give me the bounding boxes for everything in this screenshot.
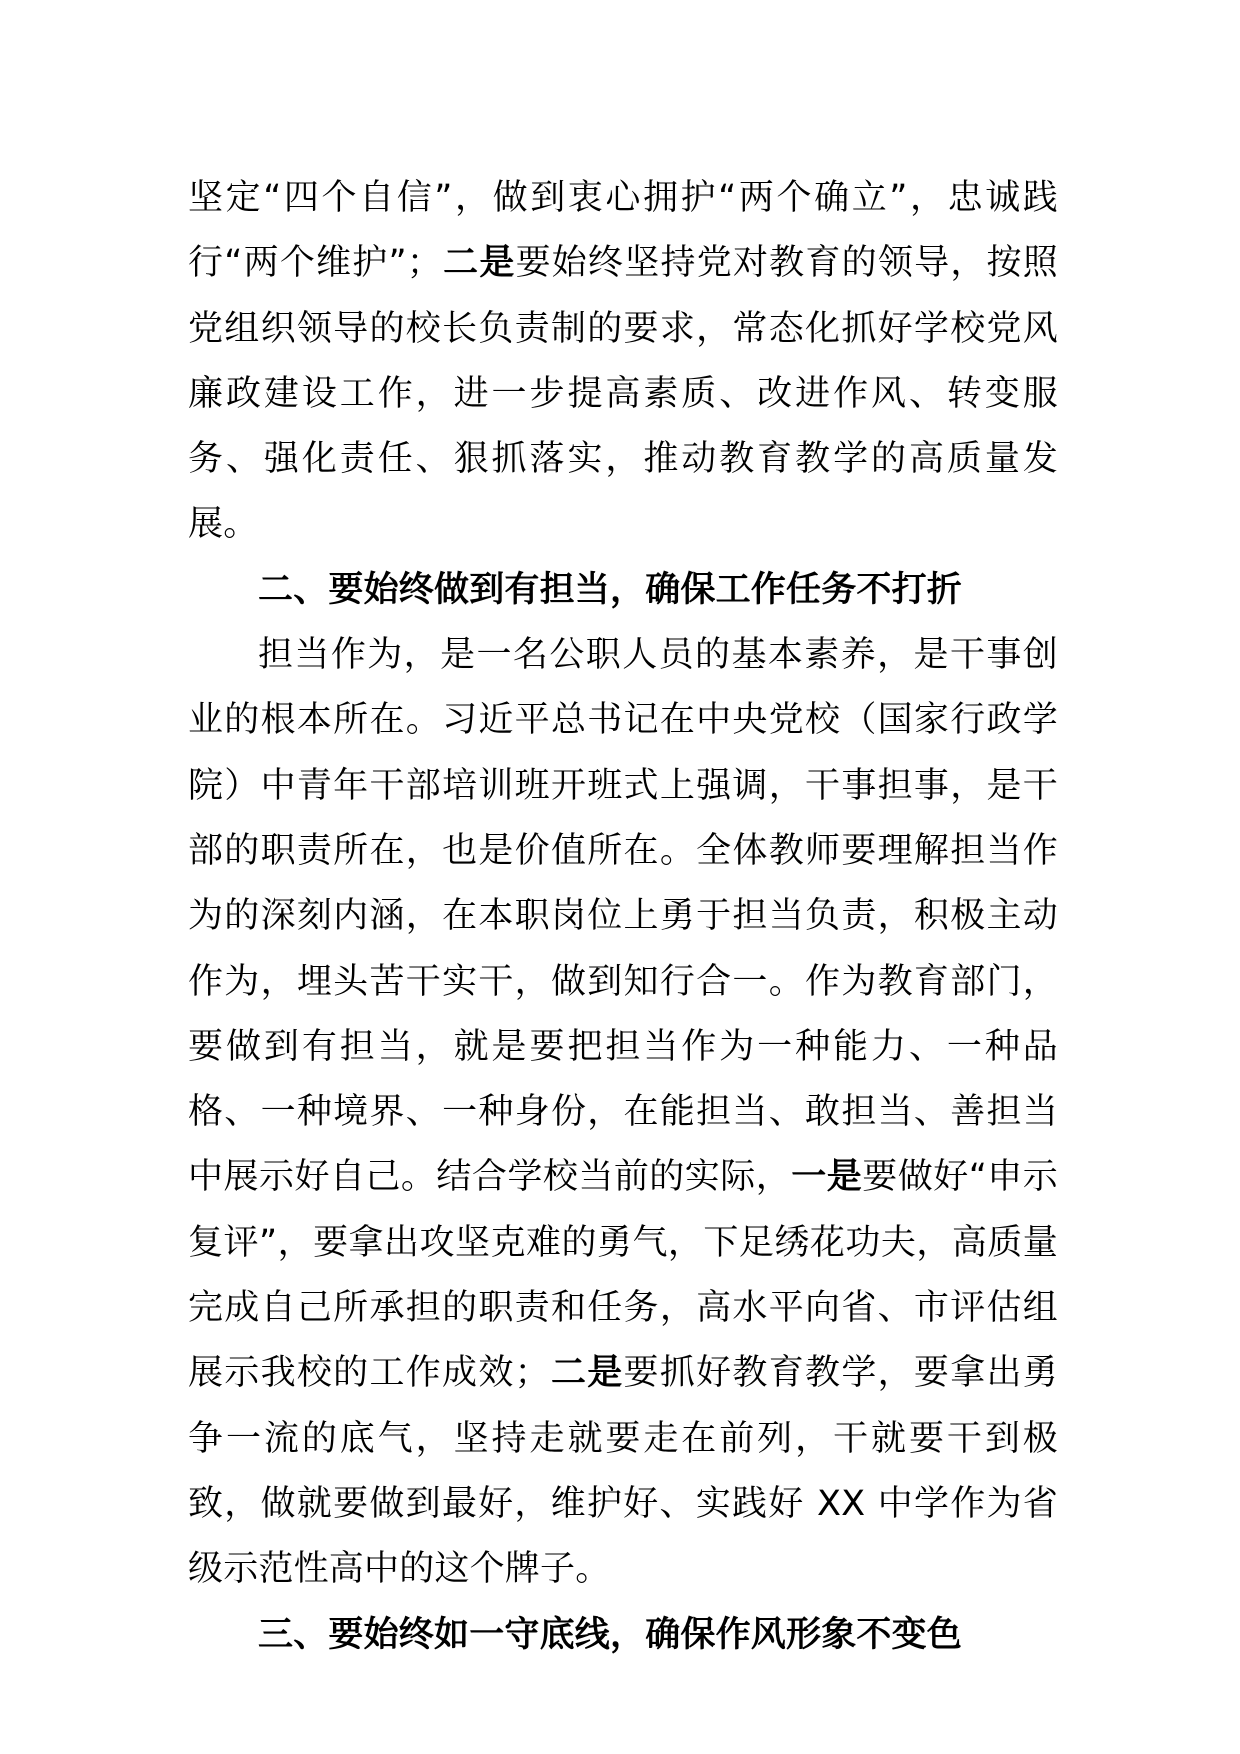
text-run: 要抓好教育教学，要拿出勇争一流的底气，坚持走就要走在前列，干就要干到极致，做就要做到最好，维护好、实践好 XX 中学作为省级示范性高中的这个牌子。 (188, 1353, 1058, 1590)
section-heading-2: 二、要始终做到有担当，确保工作任务不打折 (258, 569, 963, 610)
text-run-bold: 一是 (791, 1157, 863, 1198)
paragraph-continued (188, 166, 1058, 558)
text-run: 坚定“四个自信”，做到衷心拥护“两个确立”，忠诚践行“两个维护”； (188, 178, 1058, 284)
text-run: 要始终坚持党对教育的领导，按照党组织领导的校长负责制的要求，常态化抓好学校党风廉政建设工作，进一步提高素质、改进作风、转变服务、强化责任、狠抓落实，推动教育教学的高质量发展。 (188, 243, 1058, 545)
paragraph-section-2 (188, 623, 1058, 1602)
text-run: 要做好“申示复评”，要拿出攻坚克难的勇气，下足绣花功夫，高质量完成自己所承担的职责和任务，高水平向省、市评估组展示我校的工作成效； (188, 1157, 1058, 1394)
text-run-bold: 二是 (442, 243, 516, 284)
document-body (188, 166, 1058, 1668)
section-heading-3: 三、要始终如一守底线，确保作风形象不变色 (258, 1614, 963, 1655)
text-run-bold: 二是 (549, 1353, 624, 1394)
text-run: 担当作为，是一名公职人员的基本素养，是干事创业的根本所在。习近平总书记在中央党校（国家行政学院）中青年干部培训班开班式上强调，干事担事，是干部的职责所在，也是价值所在。全体教师要理解担当作为的深刻内涵，在本职岗位上勇于担当负责，积极主动作为，埋头苦干实干，做到知行合一。作为教育部门，要做到有担当，就是要把担当作为一种能力、一种品格、一种境界、一种身份，在能担当、敢担当、善担当中展示好自己。结合学校当前的实际， (188, 635, 1058, 1198)
